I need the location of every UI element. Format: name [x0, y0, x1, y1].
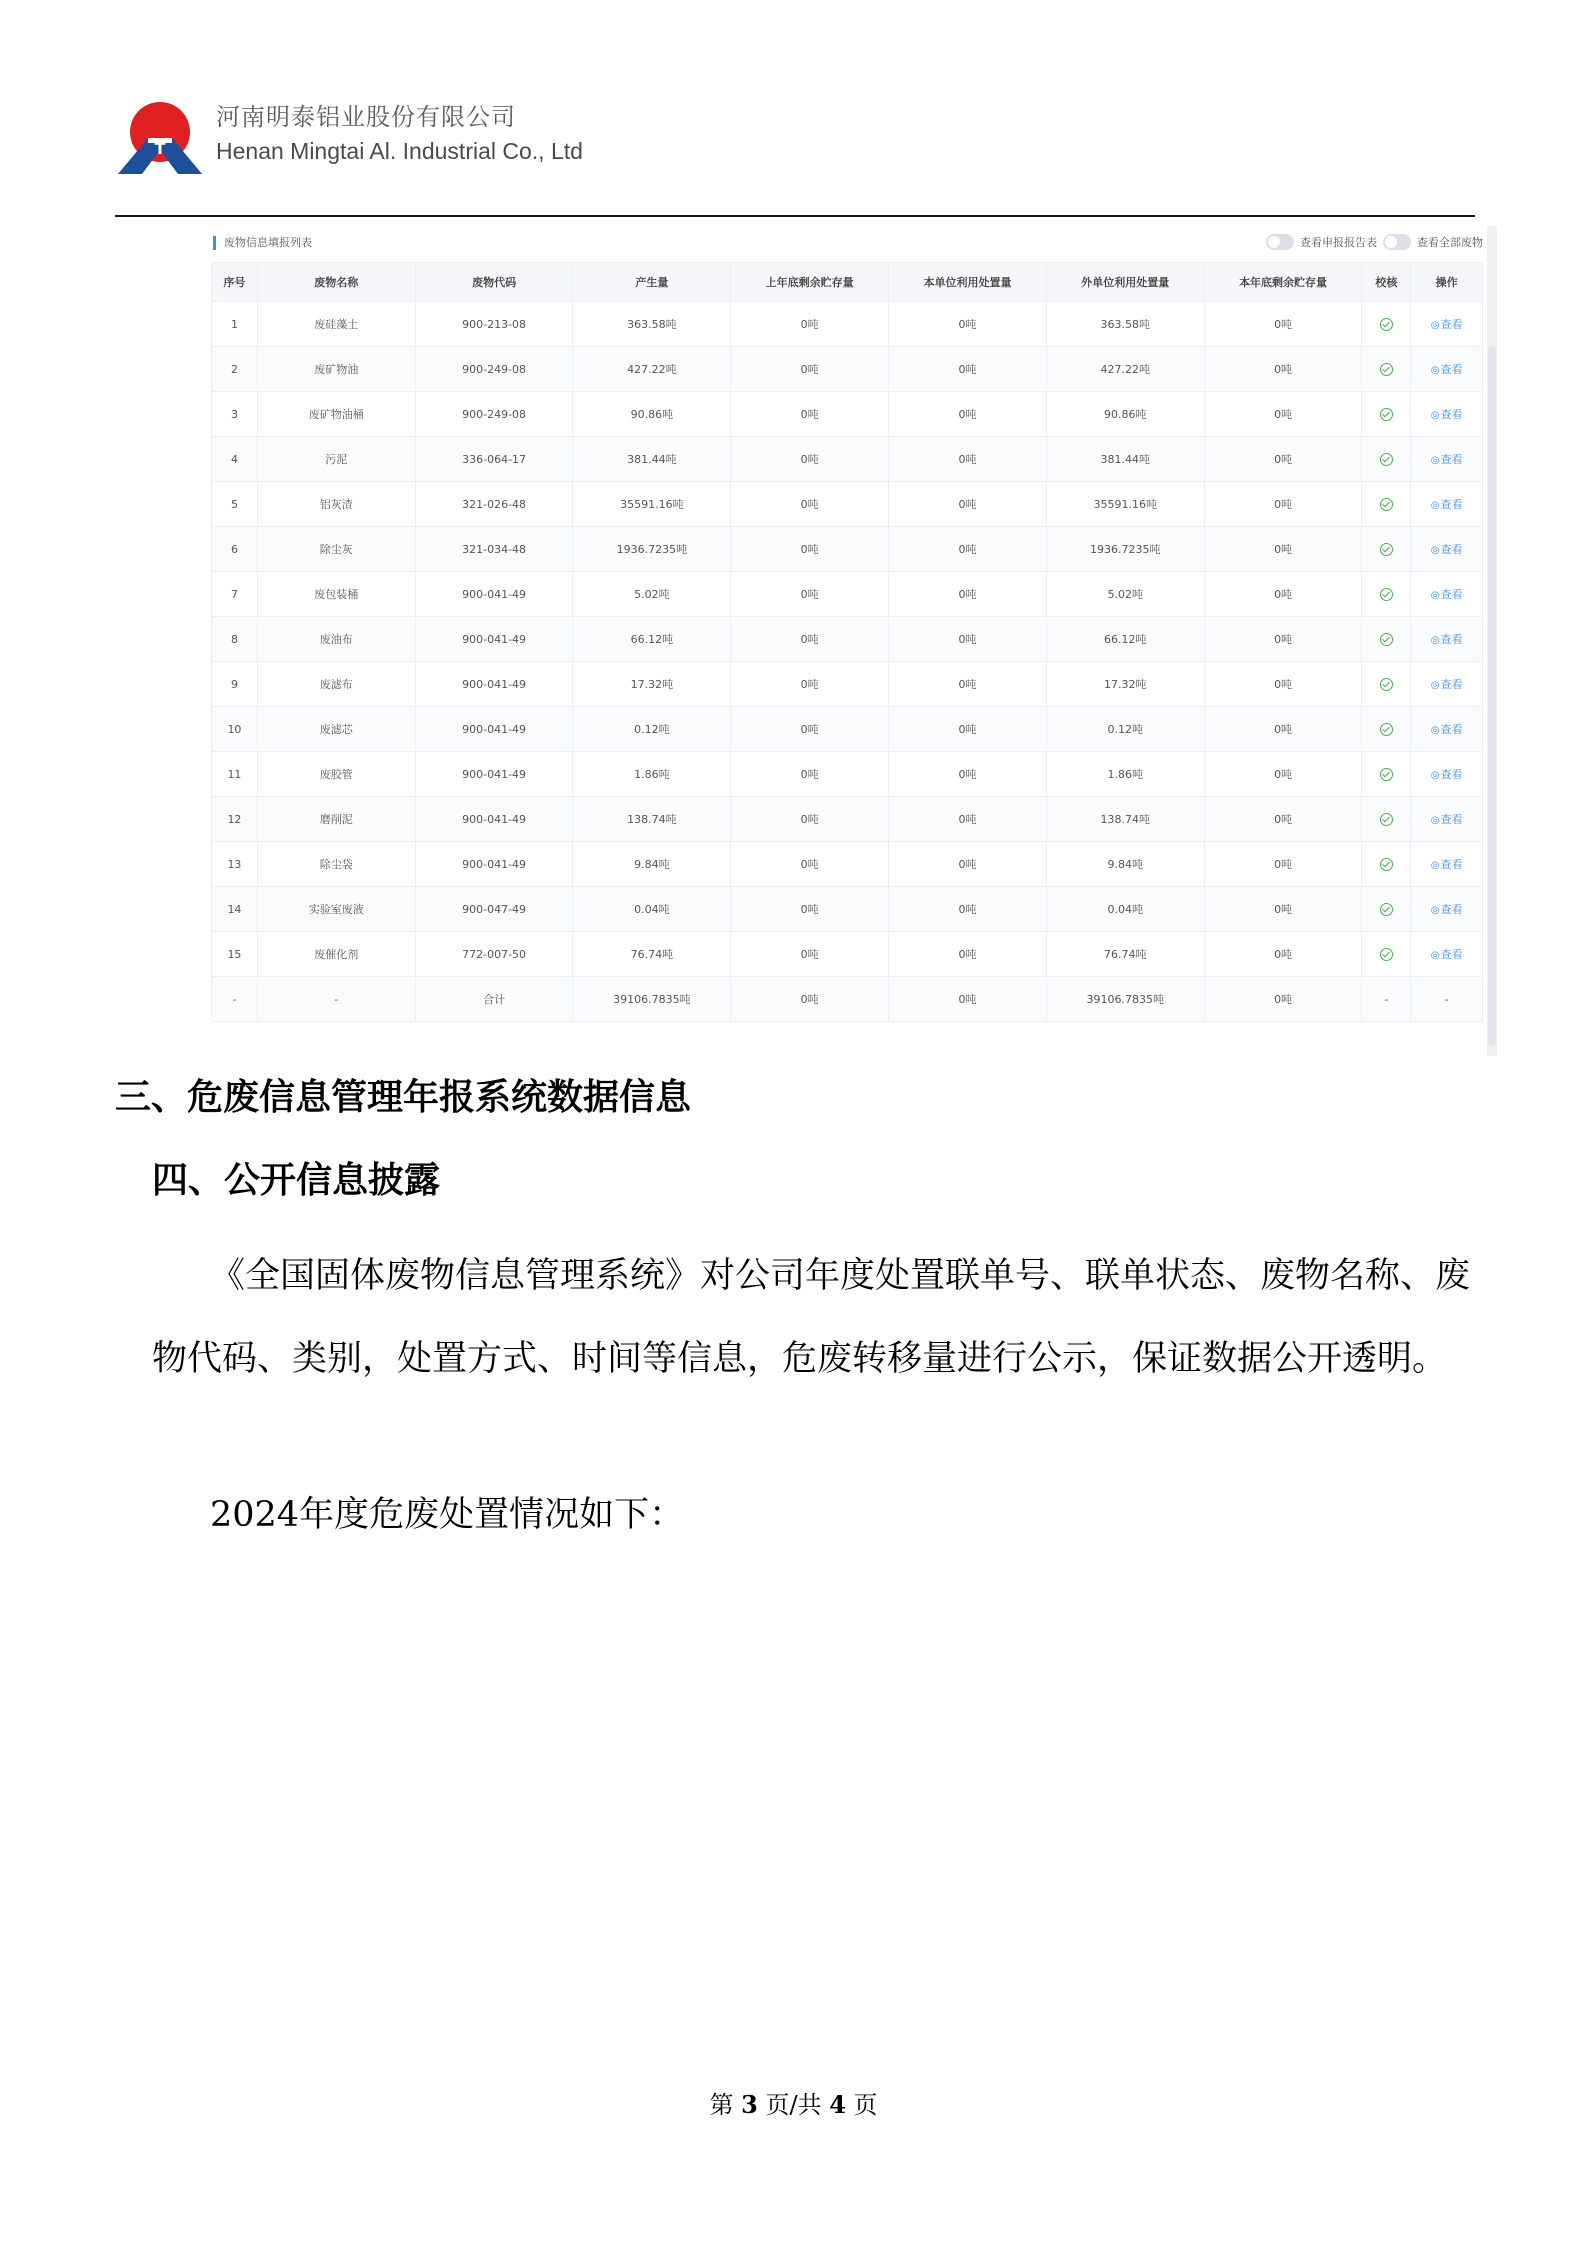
table-cell: 0吨 [889, 887, 1047, 932]
table-cell: 0吨 [889, 797, 1047, 842]
view-label: 查看 [1440, 633, 1463, 646]
view-label: 查看 [1440, 948, 1463, 961]
table-cell: 381.44吨 [573, 437, 731, 482]
table-cell: 0吨 [1204, 707, 1362, 752]
table-cell: 2 [212, 347, 258, 392]
table-cell: 321-026-48 [415, 482, 573, 527]
table-row [212, 482, 1483, 527]
table-cell: 321-034-48 [415, 527, 573, 572]
table-cell: 363.58吨 [1046, 302, 1204, 347]
all-waste-toggle[interactable] [1383, 234, 1411, 250]
table-cell: 138.74吨 [1046, 797, 1204, 842]
table-cell: 0吨 [731, 617, 889, 662]
table-cell: 1936.7235吨 [573, 527, 731, 572]
view-label: 查看 [1440, 813, 1463, 826]
table-cell: 0吨 [889, 842, 1047, 887]
check-circle-icon [1380, 903, 1393, 916]
eye-icon: ◎ [1430, 950, 1440, 961]
table-cell: 0吨 [731, 707, 889, 752]
check-circle-icon [1380, 948, 1393, 961]
view-label: 查看 [1440, 588, 1463, 601]
column-header: 上年底剩余贮存量 [731, 263, 889, 302]
action-cell [1411, 797, 1483, 842]
view-label: 查看 [1440, 498, 1463, 511]
column-header: 序号 [212, 263, 258, 302]
eye-icon: ◎ [1430, 725, 1440, 736]
view-label: 查看 [1440, 678, 1463, 691]
table-cell: 900-041-49 [415, 617, 573, 662]
view-button[interactable] [1431, 588, 1463, 601]
table-cell: 0吨 [1204, 392, 1362, 437]
total-cell: 合计 [415, 977, 573, 1022]
check-circle-icon [1380, 633, 1393, 646]
all-waste-toggle-label: 查看全部废物 [1417, 236, 1483, 249]
eye-icon: ◎ [1430, 860, 1440, 871]
table-cell: 0吨 [1204, 662, 1362, 707]
table-cell: 废滤布 [257, 662, 415, 707]
table-row [212, 302, 1483, 347]
table-cell: 10 [212, 707, 258, 752]
table-cell: 0吨 [889, 347, 1047, 392]
table-row [212, 707, 1483, 752]
footer-current-page: 3 [741, 2090, 758, 2119]
table-cell: 0吨 [1204, 572, 1362, 617]
action-cell [1411, 572, 1483, 617]
table-cell: 1.86吨 [1046, 752, 1204, 797]
table-header-row [212, 263, 1483, 302]
check-circle-icon [1380, 318, 1393, 331]
view-label: 查看 [1440, 903, 1463, 916]
table-cell: 900-041-49 [415, 707, 573, 752]
total-cell: - [212, 977, 258, 1022]
table-cell: 900-041-49 [415, 797, 573, 842]
table-cell: 废矿物油桶 [257, 392, 415, 437]
table-cell: 12 [212, 797, 258, 842]
table-cell: 427.22吨 [573, 347, 731, 392]
table-cell: 336-064-17 [415, 437, 573, 482]
table-cell: 0吨 [731, 887, 889, 932]
table-cell: 0吨 [1204, 347, 1362, 392]
eye-icon: ◎ [1430, 635, 1440, 646]
table-cell: 0吨 [1204, 797, 1362, 842]
eye-icon: ◎ [1430, 905, 1440, 916]
check-cell [1362, 392, 1411, 437]
table-cell: 66.12吨 [573, 617, 731, 662]
waste-system-screenshot [205, 226, 1497, 1056]
table-cell: 3 [212, 392, 258, 437]
table-cell: 0吨 [889, 752, 1047, 797]
view-label: 查看 [1440, 453, 1463, 466]
table-row [212, 572, 1483, 617]
table-cell: 6 [212, 527, 258, 572]
eye-icon: ◎ [1430, 545, 1440, 556]
scrollbar[interactable] [1487, 226, 1497, 1056]
check-circle-icon [1380, 498, 1393, 511]
table-cell: 废胶管 [257, 752, 415, 797]
table-cell: 363.58吨 [573, 302, 731, 347]
view-label: 查看 [1440, 363, 1463, 376]
column-header: 产生量 [573, 263, 731, 302]
table-cell: 0吨 [1204, 302, 1362, 347]
footer-middle: 页/共 [765, 2091, 822, 2119]
table-cell: 14 [212, 887, 258, 932]
view-button[interactable] [1431, 453, 1463, 466]
action-cell [1411, 707, 1483, 752]
table-cell: 0吨 [1204, 932, 1362, 977]
action-cell [1411, 437, 1483, 482]
table-cell: 实验室废液 [257, 887, 415, 932]
action-cell [1411, 392, 1483, 437]
table-cell: 废包装桶 [257, 572, 415, 617]
table-cell: 35591.16吨 [1046, 482, 1204, 527]
check-cell [1362, 707, 1411, 752]
table-cell: 磨削泥 [257, 797, 415, 842]
table-row [212, 347, 1483, 392]
check-cell [1362, 842, 1411, 887]
eye-icon: ◎ [1430, 320, 1440, 331]
table-cell: 900-041-49 [415, 752, 573, 797]
table-cell: 35591.16吨 [573, 482, 731, 527]
view-button[interactable] [1431, 318, 1463, 331]
action-cell [1411, 932, 1483, 977]
table-cell: 0吨 [1204, 617, 1362, 662]
footer-suffix: 页 [853, 2091, 878, 2119]
table-cell: 15 [212, 932, 258, 977]
column-header: 废物名称 [257, 263, 415, 302]
action-cell [1411, 887, 1483, 932]
scrollbar-thumb[interactable] [1488, 346, 1496, 1046]
check-cell [1362, 752, 1411, 797]
table-row [212, 392, 1483, 437]
total-cell: - [257, 977, 415, 1022]
table-cell: 5.02吨 [1046, 572, 1204, 617]
total-cell: 39106.7835吨 [1046, 977, 1204, 1022]
check-circle-icon [1380, 858, 1393, 871]
eye-icon: ◎ [1430, 770, 1440, 781]
header-divider [115, 215, 1475, 217]
paragraph-disclosure: 《全国固体废物信息管理系统》对公司年度处置联单号、联单状态、废物名称、废物代码、类别，处置方式、时间等信息，危废转移量进行公示，保证数据公开透明。 [152, 1256, 1471, 1379]
view-label: 查看 [1440, 408, 1463, 421]
page-footer [0, 2085, 1587, 2120]
check-circle-icon [1380, 408, 1393, 421]
table-cell: 17.32吨 [573, 662, 731, 707]
action-cell [1411, 662, 1483, 707]
action-cell [1411, 347, 1483, 392]
column-header: 废物代码 [415, 263, 573, 302]
table-cell: 8 [212, 617, 258, 662]
report-toggle-label: 查看申报报告表 [1300, 236, 1377, 249]
column-header: 本年底剩余贮存量 [1204, 263, 1362, 302]
action-cell [1411, 617, 1483, 662]
table-cell: 9.84吨 [573, 842, 731, 887]
table-cell: 9.84吨 [1046, 842, 1204, 887]
table-row [212, 437, 1483, 482]
view-button[interactable] [1431, 363, 1463, 376]
table-cell: 17.32吨 [1046, 662, 1204, 707]
table-cell: 除尘灰 [257, 527, 415, 572]
section-heading-4: 四、公开信息披露 [152, 1159, 441, 1201]
check-circle-icon [1380, 813, 1393, 826]
table-cell: 138.74吨 [573, 797, 731, 842]
view-toggles [1266, 234, 1483, 250]
view-button[interactable] [1431, 858, 1463, 871]
table-cell: 0.04吨 [573, 887, 731, 932]
table-cell: 0.12吨 [573, 707, 731, 752]
footer-total-pages: 4 [829, 2090, 846, 2119]
panel-title: 废物信息填报列表 [213, 236, 312, 250]
table-body [212, 302, 1483, 1022]
table-cell: 废油布 [257, 617, 415, 662]
table-row [212, 527, 1483, 572]
table-cell: 76.74吨 [1046, 932, 1204, 977]
check-circle-icon [1380, 723, 1393, 736]
table-cell: 1.86吨 [573, 752, 731, 797]
table-cell: 0吨 [731, 437, 889, 482]
eye-icon: ◎ [1430, 680, 1440, 691]
table-cell: 废矿物油 [257, 347, 415, 392]
table-cell: 0吨 [731, 752, 889, 797]
footer-prefix: 第 [709, 2091, 734, 2119]
logo-letter: T [154, 139, 166, 158]
table-cell: 0吨 [731, 302, 889, 347]
check-cell [1362, 887, 1411, 932]
total-cell: 0吨 [889, 977, 1047, 1022]
action-cell [1411, 302, 1483, 347]
table-cell: 废滤芯 [257, 707, 415, 752]
table-cell: 7 [212, 572, 258, 617]
table-cell: 66.12吨 [1046, 617, 1204, 662]
table-cell: 76.74吨 [573, 932, 731, 977]
table-cell: 900-041-49 [415, 572, 573, 617]
action-cell [1411, 527, 1483, 572]
table-cell: 1936.7235吨 [1046, 527, 1204, 572]
company-name-block [216, 100, 583, 168]
table-cell: 0吨 [731, 797, 889, 842]
check-cell [1362, 797, 1411, 842]
table-cell: 4 [212, 437, 258, 482]
table-cell: 铝灰渣 [257, 482, 415, 527]
table-cell: 0吨 [889, 662, 1047, 707]
view-button[interactable] [1431, 498, 1463, 511]
check-circle-icon [1380, 363, 1393, 376]
waste-table [211, 262, 1483, 1022]
eye-icon: ◎ [1430, 590, 1440, 601]
eye-icon: ◎ [1430, 815, 1440, 826]
action-cell [1411, 752, 1483, 797]
view-button[interactable] [1431, 543, 1463, 556]
table-cell: 900-249-08 [415, 392, 573, 437]
table-row [212, 887, 1483, 932]
table-cell: 0吨 [731, 932, 889, 977]
table-cell: 5 [212, 482, 258, 527]
table-cell: 0吨 [1204, 527, 1362, 572]
table-cell: 0吨 [1204, 887, 1362, 932]
table-cell: 900-249-08 [415, 347, 573, 392]
view-label: 查看 [1440, 858, 1463, 871]
table-cell: 900-041-49 [415, 662, 573, 707]
table-cell: 9 [212, 662, 258, 707]
table-row [212, 617, 1483, 662]
eye-icon: ◎ [1430, 500, 1440, 511]
table-cell: 0.12吨 [1046, 707, 1204, 752]
view-button[interactable] [1431, 768, 1463, 781]
action-cell [1411, 842, 1483, 887]
table-cell: 0吨 [889, 932, 1047, 977]
check-cell [1362, 437, 1411, 482]
paragraph-2024: 2024年度危废处置情况如下： [210, 1495, 685, 1535]
check-circle-icon [1380, 453, 1393, 466]
column-header: 本单位利用处置量 [889, 263, 1047, 302]
table-row [212, 932, 1483, 977]
table-cell: 90.86吨 [573, 392, 731, 437]
column-header: 外单位利用处置量 [1046, 263, 1204, 302]
table-cell: 5.02吨 [573, 572, 731, 617]
table-cell: 11 [212, 752, 258, 797]
eye-icon: ◎ [1430, 365, 1440, 376]
table-cell: 1 [212, 302, 258, 347]
check-cell [1362, 302, 1411, 347]
check-cell [1362, 932, 1411, 977]
table-cell: 0吨 [731, 392, 889, 437]
view-button[interactable] [1431, 723, 1463, 736]
table-cell: 772-007-50 [415, 932, 573, 977]
check-circle-icon [1380, 678, 1393, 691]
check-cell [1362, 617, 1411, 662]
total-cell: - [1362, 977, 1411, 1022]
total-cell: 0吨 [1204, 977, 1362, 1022]
check-cell [1362, 347, 1411, 392]
table-cell: 0吨 [1204, 482, 1362, 527]
section-heading-3: 三、危废信息管理年报系统数据信息 [115, 1076, 692, 1118]
table-cell: 0吨 [889, 437, 1047, 482]
table-cell: 废硅藻土 [257, 302, 415, 347]
table-cell: 污泥 [257, 437, 415, 482]
table-cell: 0吨 [1204, 752, 1362, 797]
table-cell: 0吨 [889, 482, 1047, 527]
check-circle-icon [1380, 543, 1393, 556]
table-cell: 0吨 [731, 572, 889, 617]
view-label: 查看 [1440, 723, 1463, 736]
table-cell: 13 [212, 842, 258, 887]
table-cell: 0.04吨 [1046, 887, 1204, 932]
table-cell: 0吨 [1204, 437, 1362, 482]
check-circle-icon [1380, 588, 1393, 601]
table-row [212, 797, 1483, 842]
table-cell: 0吨 [731, 662, 889, 707]
check-cell [1362, 572, 1411, 617]
eye-icon: ◎ [1430, 455, 1440, 466]
view-label: 查看 [1440, 768, 1463, 781]
check-cell [1362, 527, 1411, 572]
view-button[interactable] [1431, 813, 1463, 826]
table-row [212, 752, 1483, 797]
table-cell: 0吨 [889, 572, 1047, 617]
table-cell: 0吨 [889, 707, 1047, 752]
table-cell: 0吨 [1204, 842, 1362, 887]
view-button[interactable] [1431, 408, 1463, 421]
table-cell: 0吨 [731, 842, 889, 887]
table-cell: 900-041-49 [415, 842, 573, 887]
column-header: 操作 [1411, 263, 1483, 302]
table-cell: 0吨 [889, 392, 1047, 437]
view-button[interactable] [1431, 678, 1463, 691]
report-toggle[interactable] [1266, 234, 1294, 250]
table-cell: 900-213-08 [415, 302, 573, 347]
company-name-cn: 河南明泰铝业股份有限公司 [216, 103, 516, 131]
view-label: 查看 [1440, 543, 1463, 556]
view-label: 查看 [1440, 318, 1463, 331]
view-button[interactable] [1431, 948, 1463, 961]
table-cell: 427.22吨 [1046, 347, 1204, 392]
table-cell: 0吨 [889, 527, 1047, 572]
table-cell: 0吨 [889, 617, 1047, 662]
table-cell: 除尘袋 [257, 842, 415, 887]
column-header: 校核 [1362, 263, 1411, 302]
view-button[interactable] [1431, 633, 1463, 646]
table-total-row [212, 977, 1483, 1022]
table-cell: 381.44吨 [1046, 437, 1204, 482]
table-cell: 0吨 [889, 302, 1047, 347]
company-logo [118, 98, 202, 174]
total-cell: 0吨 [731, 977, 889, 1022]
table-cell: 0吨 [731, 482, 889, 527]
table-cell: 900-047-49 [415, 887, 573, 932]
eye-icon: ◎ [1430, 410, 1440, 421]
view-button[interactable] [1431, 903, 1463, 916]
table-cell: 0吨 [731, 527, 889, 572]
total-cell: 39106.7835吨 [573, 977, 731, 1022]
table-row [212, 662, 1483, 707]
table-cell: 90.86吨 [1046, 392, 1204, 437]
table-cell: 0吨 [731, 347, 889, 392]
company-name-en: Henan Mingtai Al. Industrial Co., Ltd [216, 138, 583, 164]
total-cell: - [1411, 977, 1483, 1022]
action-cell [1411, 482, 1483, 527]
table-row [212, 842, 1483, 887]
check-cell [1362, 662, 1411, 707]
check-circle-icon [1380, 768, 1393, 781]
table-cell: 废催化剂 [257, 932, 415, 977]
check-cell [1362, 482, 1411, 527]
